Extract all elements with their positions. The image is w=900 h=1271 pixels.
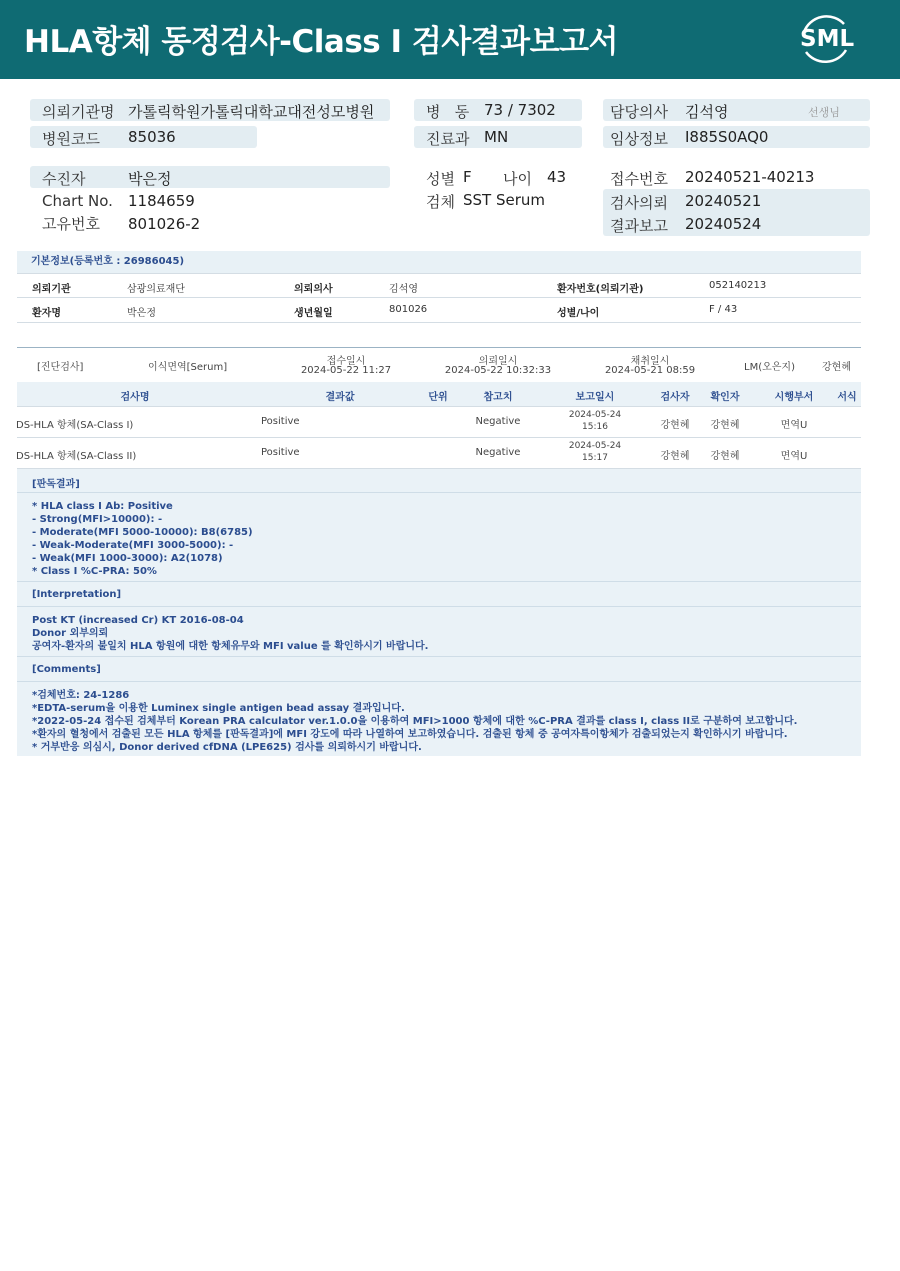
name-value: 박은정 (127, 308, 156, 319)
judgement-line: * Class I %C-PRA: 50% (32, 566, 157, 577)
receipt-value: 20240521-40213 (685, 168, 815, 186)
ward-label: 병 동 (426, 103, 470, 121)
receipt-label: 접수번호 (610, 170, 668, 188)
institution-value: 가톨릭학원가톨릭대학교대전성모병원 (128, 103, 375, 121)
unique-label: 고유번호 (42, 215, 100, 233)
birth-value: 801026 (389, 304, 428, 315)
row-reference: Negative (475, 416, 521, 427)
receipt-datetime: 2024-05-22 11:27 (300, 365, 392, 376)
lm-person: LM(오은지) (744, 362, 795, 373)
request-datetime: 2024-05-22 10:32:33 (444, 365, 552, 376)
divider (17, 347, 861, 348)
sexage-value: F / 43 (709, 304, 738, 315)
divider (17, 468, 861, 469)
comment-line: *환자의 혈청에서 검출된 모든 HLA 항체를 [판독결과]에 MFI 강도에 따라 나열하여 보고하였습니다. 검출된 항체 중 공여자특이항체가 검출되었는지 확인하시기 바랍니다. (32, 729, 788, 740)
row-test-name: DS-HLA 항체(SA-Class I) (16, 420, 134, 431)
doctor-label: 담당의사 (610, 103, 668, 121)
comment-line: *2022-05-24 접수된 검체부터 Korean PRA calculator ver.1.0.0을 이용하여 MFI>1000 항체에 대한 %C-PRA 결과를 class I, class II로 구분하여 보고합니다. (32, 716, 798, 727)
judgement-line: - Weak-Moderate(MFI 3000-5000): - (32, 540, 234, 551)
ref-doctor-value: 김석영 (389, 284, 418, 295)
row-reference: Negative (475, 447, 521, 458)
comment-line: *검체번호: 24-1286 (32, 690, 130, 701)
row-test-name: DS-HLA 항체(SA-Class II) (16, 451, 137, 462)
report-header (0, 0, 900, 79)
row-tester: 강현혜 (660, 420, 690, 431)
basic-info-header (17, 251, 861, 273)
sex-value: F (463, 168, 472, 186)
sml-logo (796, 12, 856, 66)
col-checker: 확인자 (710, 392, 740, 403)
pid-label: 환자번호(의뢰기관) (557, 284, 644, 295)
specimen-label: 검체 (426, 193, 455, 211)
sex-label: 성별 (426, 170, 455, 188)
row-checker: 강현혜 (710, 451, 740, 462)
row-checker: 강현혜 (710, 420, 740, 431)
unique-value: 801026-2 (128, 215, 201, 233)
staff-person: 강현혜 (822, 362, 851, 373)
col-reference: 참고치 (483, 392, 513, 403)
row-report-time: 15:16 (582, 422, 608, 432)
col-tester: 검사자 (660, 392, 690, 403)
divider (17, 581, 861, 582)
collect-datetime: 2024-05-21 08:59 (604, 365, 696, 376)
inst-label: 의뢰기관 (32, 284, 71, 295)
diag-type: [진단검사] (37, 362, 84, 373)
sexage-label: 성별/나이 (557, 308, 600, 319)
dept-label: 진료과 (426, 130, 470, 148)
divider (17, 606, 861, 607)
report-value: 20240524 (685, 215, 762, 233)
request-label: 검사의뢰 (610, 194, 668, 212)
col-report-date: 보고일시 (575, 392, 615, 403)
clinical-label: 임상정보 (610, 130, 668, 148)
col-unit: 단위 (428, 392, 448, 403)
ref-doctor-label: 의뢰의사 (294, 284, 333, 295)
comments-title: [Comments] (32, 664, 101, 675)
chart-label: Chart No. (42, 192, 113, 210)
divider (17, 297, 861, 298)
row-report-date: 2024-05-24 (568, 410, 622, 420)
chart-value: 1184659 (128, 192, 195, 210)
row-dept: 면역U (780, 420, 808, 431)
request-value: 20240521 (685, 192, 762, 210)
col-result: 결과값 (325, 392, 355, 403)
judgement-title: [판독결과] (32, 479, 80, 490)
hospital-code-label: 병원코드 (42, 130, 100, 148)
interpretation-title: [Interpretation] (32, 589, 122, 600)
divider (17, 273, 861, 274)
divider (17, 681, 861, 682)
doctor-value: 김석영 (685, 103, 729, 121)
pid-value: 052140213 (709, 280, 767, 291)
report-title: HLA항체 동정검사-Class Ⅰ 검사결과보고서 (24, 24, 618, 60)
patient-label: 수진자 (42, 170, 86, 188)
row-report-date: 2024-05-24 (568, 441, 622, 451)
row-dept: 면역U (780, 451, 808, 462)
divider (17, 656, 861, 657)
table-row-border (17, 406, 861, 407)
age-label: 나이 (503, 170, 532, 188)
age-value: 43 (547, 168, 567, 186)
judgement-line: - Moderate(MFI 5000-10000): B8(6785) (32, 527, 253, 538)
report-label: 결과보고 (610, 217, 668, 235)
receipt-datetime-label: 접수일시 (326, 356, 366, 367)
judgement-line: - Weak(MFI 1000-3000): A2(1078) (32, 553, 223, 564)
institution-label: 의뢰기관명 (42, 103, 115, 121)
table-row-border (17, 437, 861, 438)
patient-value: 박은정 (128, 170, 172, 188)
interpretation-line: 공여자-환자의 불일치 HLA 항원에 대한 항체유무와 MFI value 를 확인하시기 바랍니다. (32, 641, 429, 652)
row-report-time: 15:17 (582, 453, 608, 463)
inst-value: 삼광의료재단 (127, 284, 185, 295)
name-label: 환자명 (32, 308, 61, 319)
comment-line: * 거부반응 의심시, Donor derived cfDNA (LPE625) 검사를 의뢰하시기 바랍니다. (32, 742, 422, 753)
interpretation-line: Donor 외부의뢰 (32, 628, 109, 639)
col-dept: 시행부서 (774, 392, 814, 403)
interpretation-line: Post KT (increased Cr) KT 2016-08-04 (32, 615, 244, 626)
request-datetime-label: 의뢰일시 (478, 356, 518, 367)
logo-text: SML (800, 26, 855, 52)
divider (17, 322, 861, 323)
basic-info-title: 기본정보(등록번호 : 26986045) (31, 256, 185, 267)
row-tester: 강현혜 (660, 451, 690, 462)
dept-value: MN (484, 128, 509, 146)
row-result: Positive (261, 447, 300, 458)
hospital-code-value: 85036 (128, 128, 176, 146)
judgement-line: - Strong(MFI>10000): - (32, 514, 163, 525)
col-test-name: 검사명 (120, 392, 150, 403)
judgement-line: * HLA class I Ab: Positive (32, 501, 173, 512)
specimen-value: SST Serum (463, 191, 546, 209)
ward-value: 73 / 7302 (484, 101, 556, 119)
collect-datetime-label: 채취일시 (630, 356, 670, 367)
specimen-type: 이식면역[Serum] (148, 362, 228, 373)
divider (17, 492, 861, 493)
clinical-value: I885S0AQ0 (685, 128, 769, 146)
birth-label: 생년월일 (294, 308, 333, 319)
row-result: Positive (261, 416, 300, 427)
comment-line: *EDTA-serum을 이용한 Luminex single antigen bead assay 결과입니다. (32, 703, 405, 714)
col-form: 서식 (837, 392, 857, 403)
doctor-suffix: 선생님 (808, 106, 840, 119)
